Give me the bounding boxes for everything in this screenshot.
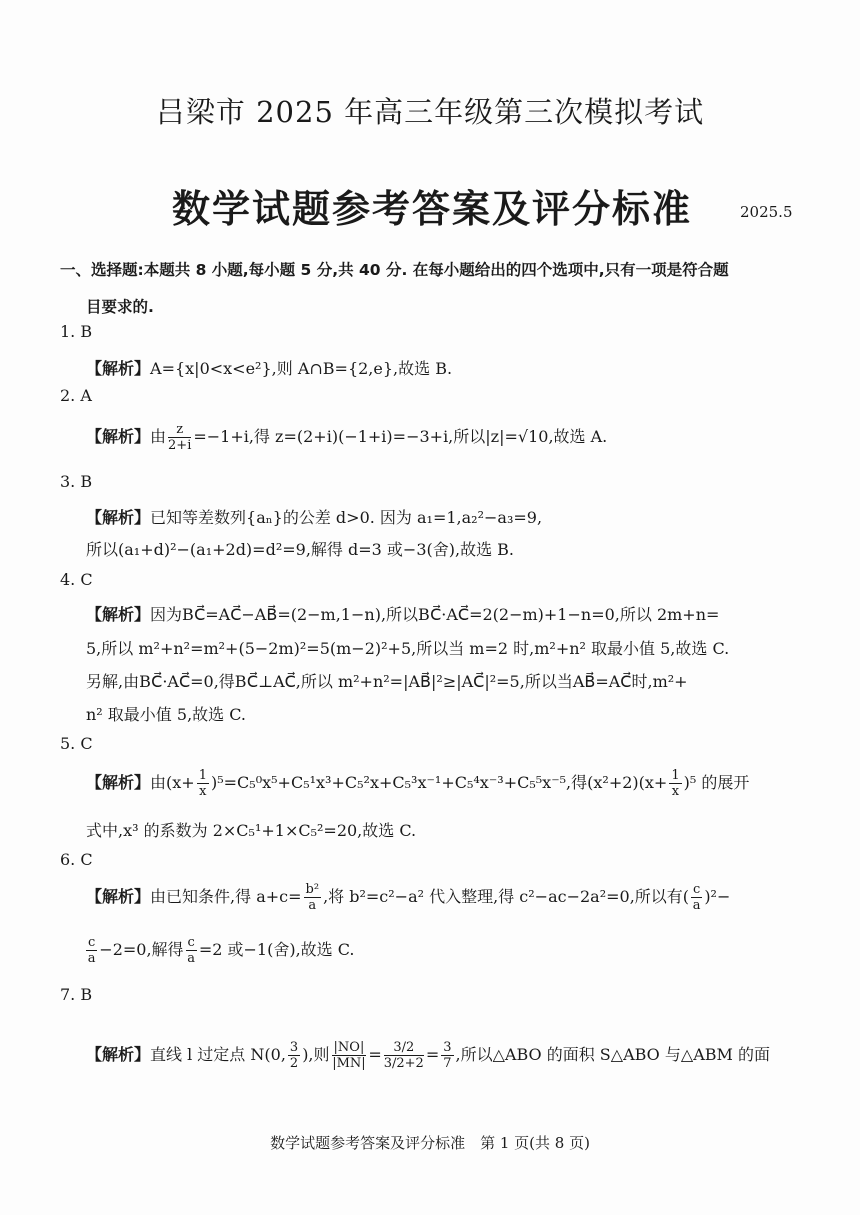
q4-explanation-line2: 5,所以 m²+n²=m²+(5−2m)²=5(m−2)²+5,所以当 m=2 时,m²+n² 取最小值 5,故选 C.: [86, 639, 730, 658]
page-footer: 数学试题参考答案及评分标准 第 1 页(共 8 页): [270, 1134, 590, 1152]
q1-answer: 1. B: [60, 322, 93, 341]
analysis-tag: 【解析】: [86, 427, 151, 446]
document-date: 2025.5: [740, 203, 793, 221]
q1-text: A={x|0<x<e²},则 A∩B={2,e},故选 B.: [150, 359, 453, 378]
exam-title: 吕梁市 2025 年高三年级第三次模拟考试: [155, 95, 705, 129]
analysis-tag: 【解析】: [86, 508, 151, 527]
q4-explanation-line4: n² 取最小值 5,故选 C.: [86, 705, 247, 724]
q5-answer: 5. C: [60, 734, 93, 753]
q4-explanation-line3: 另解,由BC⃗·AC⃗=0,得BC⃗⊥AC⃗,所以 m²+n²=|AB⃗|²≥|AC⃗|²=5,所以当AB⃗=AC⃗时,m²+: [86, 672, 688, 691]
q3-explanation-line2: 所以(a₁+d)²−(a₁+2d)=d²=9,解得 d=3 或−3(舍),故选 B.: [86, 540, 514, 559]
analysis-tag: 【解析】: [86, 359, 151, 378]
q2-text: =−1+i,得 z=(2+i)(−1+i)=−3+i,所以|z|=√10,故选 A.: [193, 427, 608, 446]
q2-fraction: $\frac{z}{2+i}$: [168, 422, 192, 453]
q3-answer: 3. B: [60, 472, 93, 491]
q4-explanation: 【解析】因为BC⃗=AC⃗−AB⃗=(2−m,1−n),所以BC⃗·AC⃗=2(2−m)+1−n=0,所以 2m+n=: [86, 605, 720, 624]
q6-explanation: 【解析】由已知条件,得 a+c= $\frac{\text{b²}}{a}$ ,将 b²=c²−a² 代入整理,得 c²−ac−2a²=0,所以有( $\frac{c}{a}$ )²−: [86, 882, 731, 913]
q1-explanation: [86, 356, 452, 379]
q5-explanation: 【解析】由(x+ $\frac{1}{x}$ )⁵=C₅⁰x⁵+C₅¹x³+C₅²x+C₅³x⁻¹+C₅⁴x⁻³+C₅⁵x⁻⁵,得(x²+2)(x+ $\frac{1}{x}$ )⁵ 的展开: [86, 768, 750, 799]
q5-explanation-line2: 式中,x³ 的系数为 2×C₅¹+1×C₅²=20,故选 C.: [86, 821, 417, 840]
q2-answer: 2. A: [60, 386, 92, 405]
q6-explanation-line2: $\frac{c}{a}$ −2=0,解得 $\frac{c}{a}$ =2 或−1(舍),故选 C.: [87, 935, 355, 966]
analysis-tag: 【解析】: [86, 773, 151, 792]
q3-explanation: 【解析】已知等差数列{aₙ}的公差 d>0. 因为 a₁=1,a₂²−a₃=9,: [86, 508, 543, 527]
q7-answer: 7. B: [60, 985, 93, 1004]
analysis-tag: 【解析】: [86, 887, 151, 906]
section-heading-line2: 目要求的.: [86, 298, 154, 316]
analysis-tag: 【解析】: [86, 1045, 151, 1064]
analysis-tag: 【解析】: [86, 605, 151, 624]
document-subtitle: 数学试题参考答案及评分标准: [172, 187, 693, 231]
q7-explanation: 【解析】直线 l 过定点 N(0, $\frac{3}{2}$ ),则 $\frac{|NO|}{|MN|}$ = $\frac{3/2}{3/2+2}$ = $\frac{3}{7}$ ,所以△ABO 的面积 S△ABO 与△ABM 的面: [86, 1040, 770, 1071]
q6-answer: 6. C: [60, 850, 93, 869]
q4-answer: 4. C: [60, 570, 93, 589]
q2-explanation: 【解析】由 $\frac{z}{2+i}$ =−1+i,得 z=(2+i)(−1+i)=−3+i,所以|z|=√10,故选 A.: [86, 422, 608, 453]
section-heading-line1: 一、选择题:本题共 8 小题,每小题 5 分,共 40 分. 在每小题给出的四个选项中,只有一项是符合题: [60, 261, 729, 279]
